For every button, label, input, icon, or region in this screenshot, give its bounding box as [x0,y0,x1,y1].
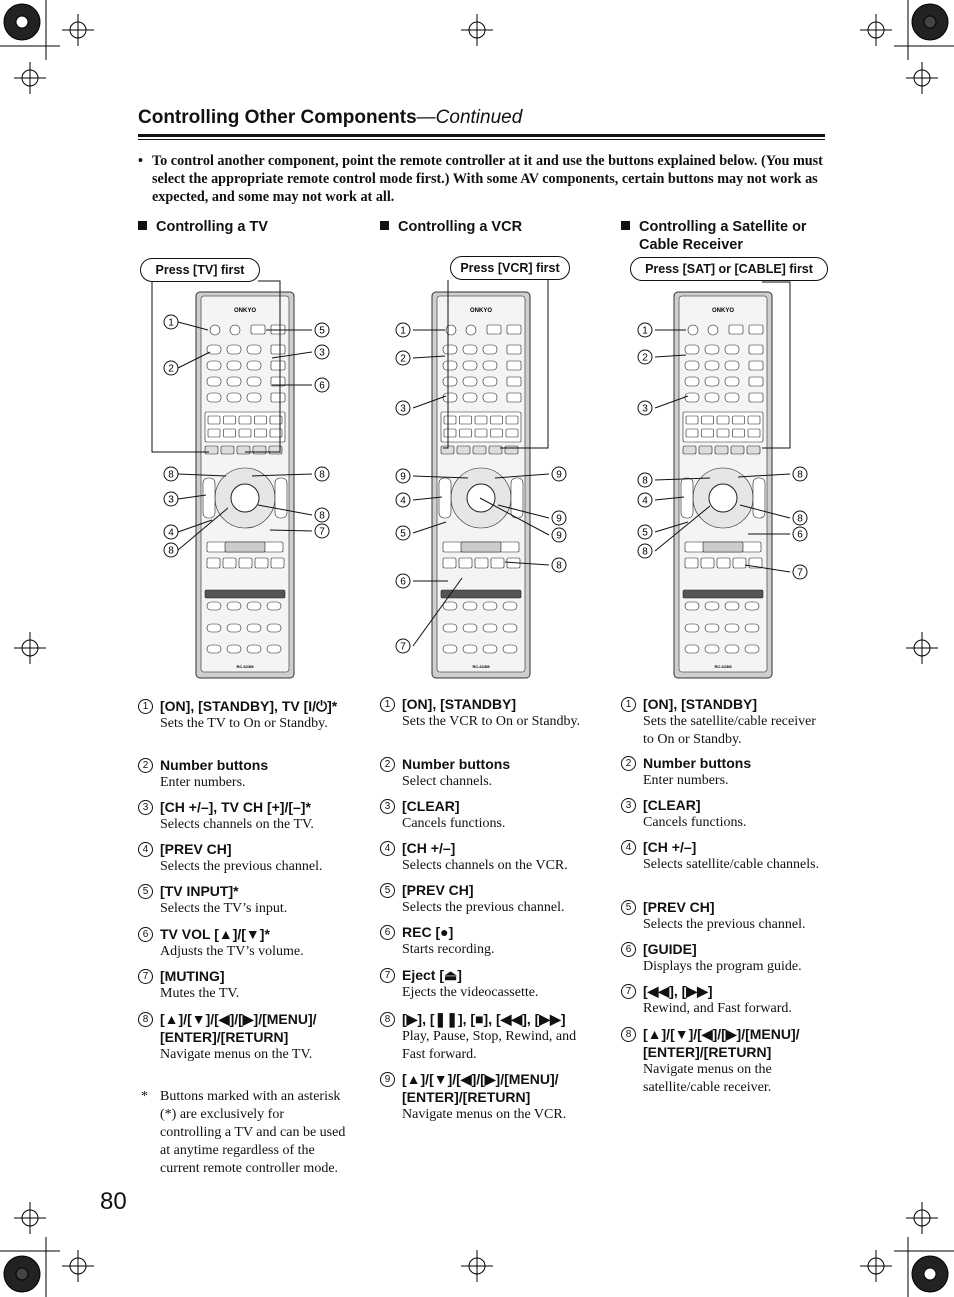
callout-number [396,469,410,483]
item-heading: [CLEAR] [643,797,701,813]
item-number-badge: 6 [621,942,636,957]
svg-text:9: 9 [556,469,562,481]
item-number-badge: 6 [380,925,395,940]
svg-text:2: 2 [400,353,406,365]
item-heading: [PREV CH] [402,882,474,898]
item-description: Play, Pause, Stop, Rewind, and Fast forward. [402,1029,577,1062]
item-description: Cancels functions. [643,815,747,830]
callout-number [164,361,178,375]
callout-number [638,493,652,507]
svg-text:8: 8 [319,469,325,481]
svg-text:3: 3 [400,403,406,415]
svg-text:1: 1 [400,325,406,337]
remote-model: RC-623M [472,664,490,669]
svg-text:4: 4 [642,495,648,507]
item-heading: [▲]/[▼]/[◀]/[▶]/[MENU]/ [ENTER]/[RETURN] [402,1071,559,1105]
item-description: Navigate menus on the satellite/cable receiver. [643,1062,772,1095]
svg-text:6: 6 [319,380,325,392]
item-heading: Eject [⏏] [402,967,462,983]
svg-text:5: 5 [642,527,648,539]
callout-number [396,323,410,337]
svg-text:9: 9 [556,513,562,525]
svg-text:1: 1 [642,325,648,337]
item-number-badge: 3 [621,798,636,813]
remote-brand: ONKYO [469,308,493,314]
list-item [380,966,585,1002]
section-heading-tv: Controlling a TV [138,218,268,236]
svg-text:4: 4 [168,527,174,539]
asterisk-note: * Buttons marked with an asterisk (*) are exclusively for controlling a TV and can be used at anytime regardless of the current remote controller mode. [141,1089,346,1176]
item-number-badge: 2 [380,757,395,772]
item-description: Ejects the videocassette. [402,985,539,1000]
list-item [138,925,343,961]
callout-number [164,543,178,557]
list-item [138,882,343,918]
list-item [380,797,585,833]
item-description: Selects satellite/cable channels. [643,857,820,872]
item-description: Enter numbers. [160,775,246,790]
svg-text:6: 6 [400,576,406,588]
list-item [380,1070,585,1124]
svg-text:7: 7 [400,641,406,653]
svg-text:4: 4 [400,495,406,507]
svg-text:3: 3 [319,347,325,359]
callout-number [315,524,329,538]
item-number-badge: 4 [621,840,636,855]
item-heading: Number buttons [643,755,752,771]
item-description: Sets the satellite/cable receiver to On or Standby. [643,714,816,747]
callout-number [552,528,566,542]
list-item [380,755,585,791]
callout-number [638,473,652,487]
item-description: Navigate menus on the VCR. [402,1107,567,1122]
callout-number [638,525,652,539]
item-description: Selects channels on the TV. [160,817,314,832]
item-description: Rewind, and Fast forward. [643,1001,792,1016]
svg-text:3: 3 [642,403,648,415]
callout-number [638,350,652,364]
svg-text:5: 5 [400,528,406,540]
list-item [138,798,343,834]
callout-number [793,565,807,579]
list-item [138,840,343,876]
svg-text:8: 8 [797,469,803,481]
svg-text:2: 2 [168,363,174,375]
callout-number [552,558,566,572]
item-number-badge: 1 [380,697,395,712]
callout-number [164,525,178,539]
callout-number [396,401,410,415]
item-number-badge: 1 [138,699,153,714]
remote-brand: ONKYO [233,308,257,314]
section-heading-vcr: Controlling a VCR [380,218,522,236]
item-number-badge: 1 [621,697,636,712]
item-heading: [▲]/[▼]/[◀]/[▶]/[MENU]/ [ENTER]/[RETURN] [160,1011,317,1045]
callout-number [552,511,566,525]
item-number-badge: 6 [138,927,153,942]
list-item [380,881,585,917]
item-description: Selects the previous channel. [402,900,565,915]
item-description: Starts recording. [402,942,495,957]
item-heading: [PREV CH] [643,899,715,915]
item-description: Adjusts the TV’s volume. [160,944,304,959]
item-description: Sets the VCR to On or Standby. [402,714,581,729]
intro-note: • To control another component, point the remote controller at it and use the buttons explained below. (You must select the appropriate remote control mode first.) With some AV components, certain buttons may not work as expected, and some may not work at all. [138,153,823,205]
callout-number [638,544,652,558]
callout-number [164,492,178,506]
item-number-badge: 8 [380,1012,395,1027]
callout-number [396,493,410,507]
item-description: Selects the previous channel. [643,917,806,932]
list-item [380,1010,585,1064]
list-item [621,982,826,1018]
item-description: Selects channels on the VCR. [402,858,568,873]
item-number-badge: 2 [138,758,153,773]
svg-text:3: 3 [168,494,174,506]
list-item [138,756,343,792]
svg-text:8: 8 [168,469,174,481]
page-title: Controlling Other Components—Continued [138,107,523,128]
callout-number [315,378,329,392]
list-item [380,923,585,959]
item-description: Selects the TV’s input. [160,901,288,916]
list-item [621,898,826,934]
item-number-badge: 8 [138,1012,153,1027]
list-item [621,1025,826,1097]
item-number-badge: 9 [380,1072,395,1087]
list-item [621,754,826,790]
item-number-badge: 2 [621,756,636,771]
list-item [380,839,585,875]
callout-number [164,467,178,481]
svg-text:5: 5 [319,325,325,337]
list-item [138,967,343,1003]
remote-brand: ONKYO [711,308,735,314]
callout-number [315,508,329,522]
press-tv-label: Press [TV] first [140,258,260,282]
item-heading: [MUTING] [160,968,225,984]
svg-text:8: 8 [797,513,803,525]
item-number-badge: 3 [138,800,153,815]
callout-number [164,315,178,329]
svg-text:6: 6 [797,529,803,541]
list-item [621,838,826,874]
item-heading: [CH +/–] [643,839,697,855]
item-description: Displays the program guide. [643,959,802,974]
svg-text:7: 7 [319,526,325,538]
item-number-badge: 3 [380,799,395,814]
callout-number [396,639,410,653]
item-heading: [GUIDE] [643,941,697,957]
item-number-badge: 8 [621,1027,636,1042]
callout-number [638,323,652,337]
item-heading: [ON], [STANDBY], TV [I/⏻]* [160,698,338,714]
svg-text:9: 9 [400,471,406,483]
list-item [621,940,826,976]
item-number-badge: 7 [621,984,636,999]
item-heading: [CLEAR] [402,798,460,814]
page-number: 80 [100,1188,127,1215]
list-item [138,697,343,733]
remote-model: RC-623M [236,664,254,669]
item-heading: [TV INPUT]* [160,883,239,899]
item-number-badge: 5 [380,883,395,898]
item-heading: [ON], [STANDBY] [643,696,758,712]
item-heading: Number buttons [402,756,511,772]
press-vcr-label: Press [VCR] first [450,256,570,280]
svg-text:8: 8 [556,560,562,572]
item-heading: [ON], [STANDBY] [402,696,517,712]
list-item [621,796,826,832]
callout-number [793,527,807,541]
callout-number [396,574,410,588]
svg-text:1: 1 [168,317,174,329]
item-description: Cancels functions. [402,816,506,831]
item-number-badge: 5 [621,900,636,915]
list-item [380,695,585,731]
item-heading: [▲]/[▼]/[◀]/[▶]/[MENU]/ [ENTER]/[RETURN] [643,1026,800,1060]
item-heading: [◀◀], [▶▶] [643,983,713,999]
list-item [138,1010,343,1064]
callout-number [315,467,329,481]
item-description: Selects the previous channel. [160,859,323,874]
item-number-badge: 7 [380,968,395,983]
svg-text:2: 2 [642,352,648,364]
item-heading: [CH +/–], TV CH [+]/[–]* [160,799,311,815]
item-heading: [PREV CH] [160,841,232,857]
callout-number [552,467,566,481]
callout-number [638,401,652,415]
item-description: Mutes the TV. [160,986,240,1001]
svg-text:9: 9 [556,530,562,542]
callout-number [793,511,807,525]
item-heading: [CH +/–] [402,840,456,856]
item-heading: [▶], [❚❚], [■], [◀◀], [▶▶] [402,1011,566,1027]
remote-model: RC-623M [714,664,732,669]
svg-text:8: 8 [319,510,325,522]
item-heading: TV VOL [▲]/[▼]* [160,926,270,942]
section-heading-sat: Controlling a Satellite or Cable Receiver [621,218,831,254]
press-sat-label: Press [SAT] or [CABLE] first [630,257,828,281]
item-number-badge: 4 [138,842,153,857]
item-description: Navigate menus on the TV. [160,1047,313,1062]
svg-text:8: 8 [168,545,174,557]
callout-number [793,467,807,481]
svg-text:8: 8 [642,546,648,558]
callout-number [396,526,410,540]
item-description: Enter numbers. [643,773,729,788]
callout-number [315,345,329,359]
item-number-badge: 5 [138,884,153,899]
item-heading: REC [●] [402,924,454,940]
item-description: Sets the TV to On or Standby. [160,716,328,731]
item-number-badge: 7 [138,969,153,984]
svg-text:8: 8 [642,475,648,487]
callout-number [396,351,410,365]
svg-text:7: 7 [797,567,803,579]
item-description: Select channels. [402,774,493,789]
item-heading: Number buttons [160,757,269,773]
list-item [621,695,826,749]
callout-number [315,323,329,337]
item-number-badge: 4 [380,841,395,856]
